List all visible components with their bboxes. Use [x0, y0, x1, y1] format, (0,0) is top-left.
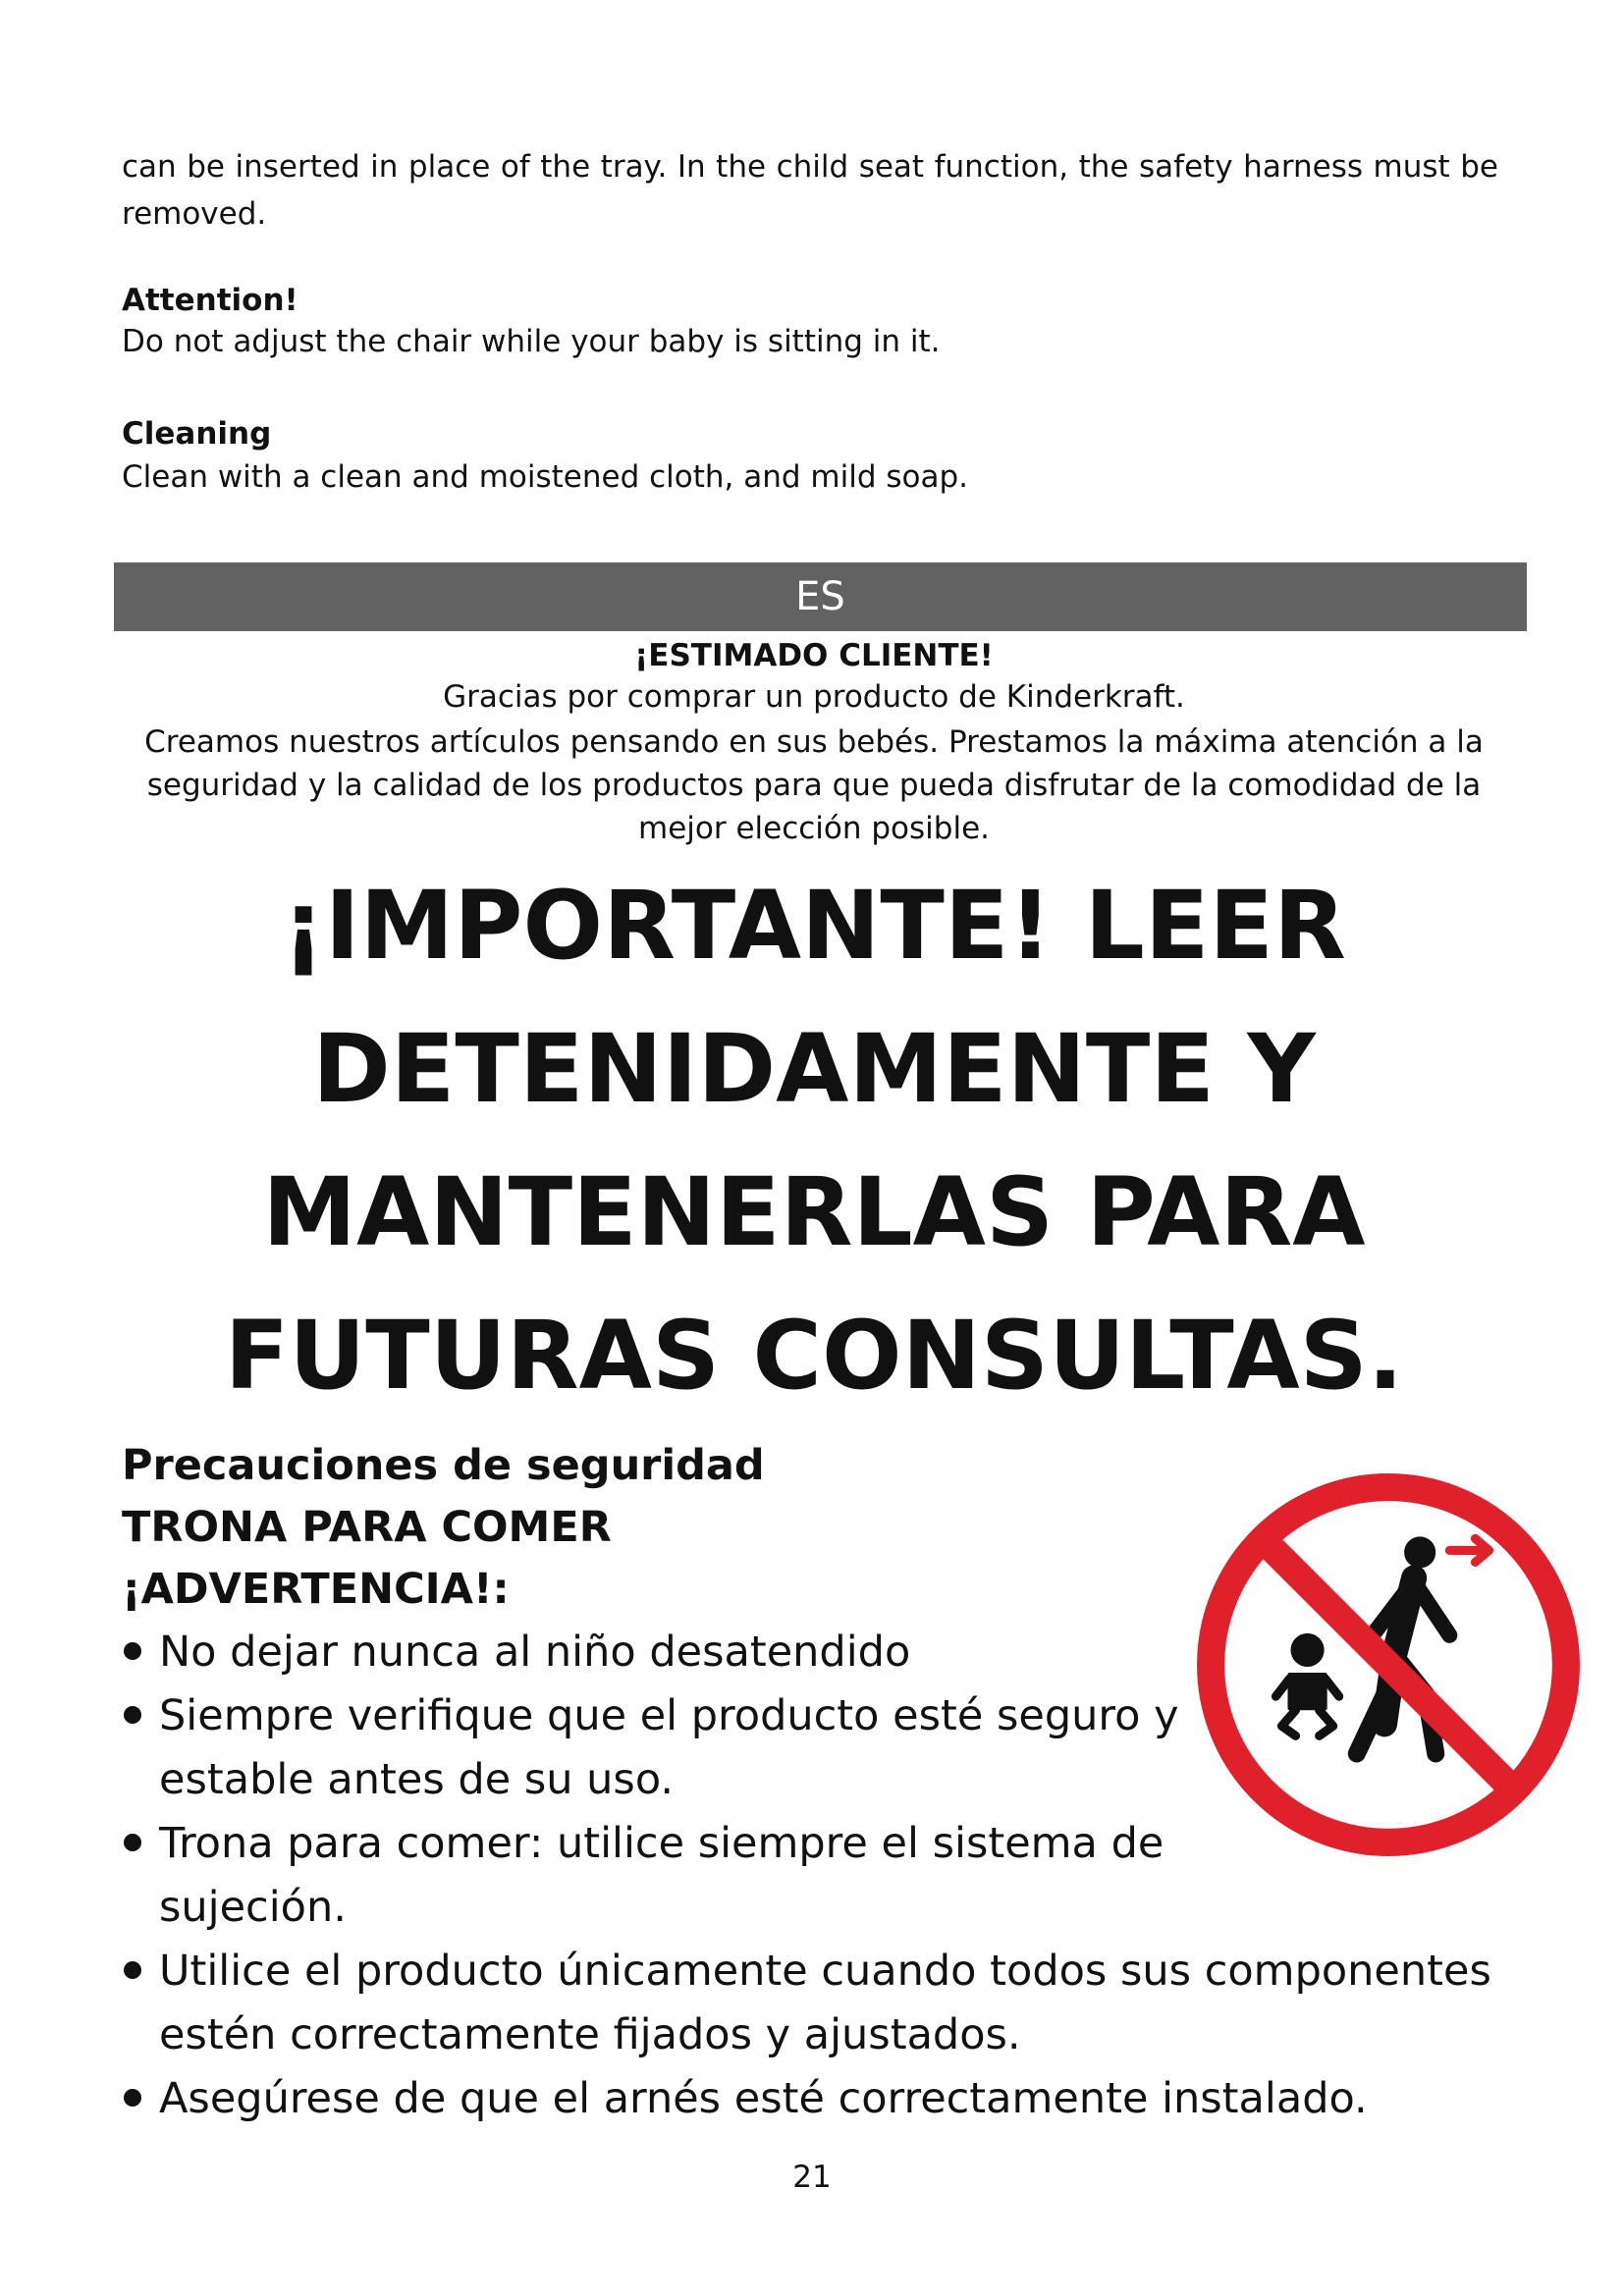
- page-number: 21: [792, 2160, 832, 2195]
- safety-heading: Precauciones de seguridad: [122, 1441, 765, 1490]
- important-line: MANTENERLAS PARA: [262, 1157, 1366, 1267]
- bullet-icon: [124, 1834, 141, 1851]
- list-item-text: Siempre verifique que el producto esté seguro y estable antes de su uso.: [159, 1691, 1179, 1804]
- warning-heading: ¡ADVERTENCIA!:: [122, 1565, 510, 1614]
- bullet-icon: [124, 1961, 141, 1979]
- language-section-bar: ES: [114, 562, 1527, 631]
- important-line: FUTURAS CONSULTAS.: [224, 1301, 1404, 1411]
- bullet-icon: [124, 1642, 141, 1660]
- important-line: DETENIDAMENTE Y: [312, 1014, 1316, 1124]
- list-item: [122, 1812, 1200, 1940]
- list-item: [122, 1940, 1516, 2067]
- attention-heading: Attention!: [122, 283, 298, 318]
- product-heading: TRONA PARA COMER: [122, 1503, 612, 1552]
- bullet-icon: [124, 2089, 141, 2107]
- greeting-thanks: Gracias por comprar un producto de Kinderkraft.: [443, 679, 1185, 715]
- cleaning-heading: Cleaning: [122, 416, 272, 452]
- list-item-text: Utilice el producto únicamente cuando todos sus componentes estén correctamente fijados y ajustados.: [159, 1947, 1491, 2059]
- list-item-text: Asegúrese de que el arnés esté correctamente instalado.: [159, 2074, 1368, 2123]
- bullet-icon: [124, 1706, 141, 1724]
- list-item: [122, 1684, 1200, 1812]
- intro-paragraph: can be inserted in place of the tray. In the child seat function, the safety harness must be removed.: [122, 149, 1498, 232]
- greeting-title: ¡ESTIMADO CLIENTE!: [634, 638, 994, 673]
- attention-text: Do not adjust the chair while your baby is sitting in it.: [122, 324, 941, 359]
- list-item: [122, 2067, 1516, 2131]
- cleaning-text: Clean with a clean and moistened cloth, and mild soap.: [122, 459, 969, 495]
- greeting-body: Creamos nuestros artículos pensando en sus bebés. Prestamos la máxima atención a la seguridad y la calidad de los productos para que pueda disfrutar de la comodidad de la mejor elección posible.: [144, 724, 1484, 846]
- list-item-text: Trona para comer: utilice siempre el sistema de sujeción.: [159, 1819, 1164, 1932]
- list-item-text: No dejar nunca al niño desatendido: [159, 1628, 911, 1677]
- important-notice: [122, 854, 1506, 1427]
- no-unattended-child-icon: [1191, 1468, 1586, 1862]
- important-line: ¡IMPORTANTE! LEER: [282, 871, 1346, 981]
